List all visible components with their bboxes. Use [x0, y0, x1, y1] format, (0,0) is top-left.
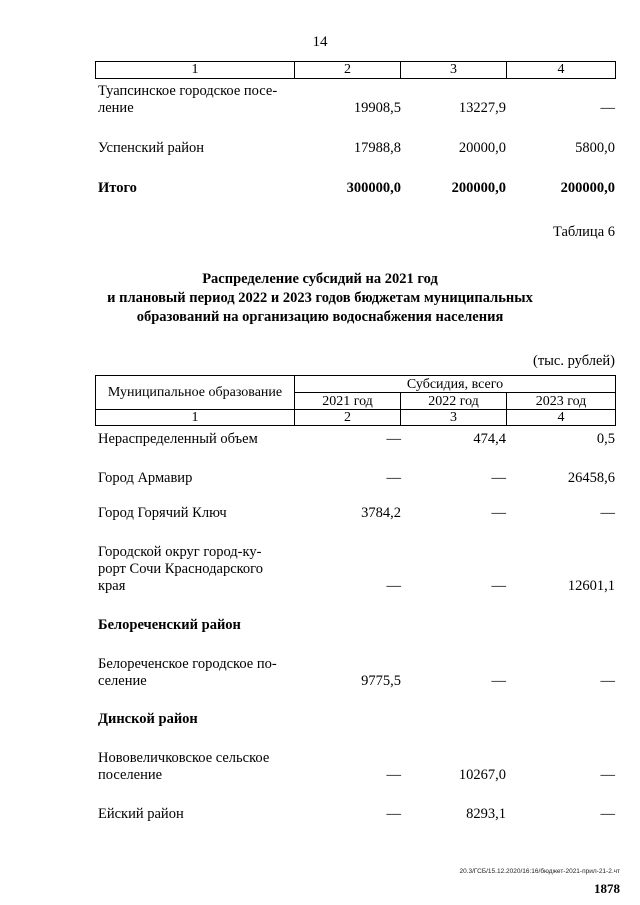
row-uspensky-name: Успенский район — [98, 140, 204, 156]
row-yeysk-2022: 8293,1 — [466, 806, 506, 822]
row-tuapse-2023: — — [600, 100, 615, 116]
title-line-1: Распределение субсидий на 2021 год — [202, 271, 438, 287]
row-belorechenskoe-2022: — — [491, 673, 506, 689]
row-tuapse-name-2: ление — [98, 100, 134, 116]
group-dinskoy: Динской район — [98, 711, 198, 727]
header-col-3: 3 — [401, 62, 507, 79]
row-armavir-2023: 26458,6 — [567, 470, 615, 486]
row-tuapse-name-1: Туапсинское городское посе- — [98, 83, 278, 99]
group-belorechensky: Белореченский район — [98, 617, 241, 633]
row-belorechenskoe-name-2: селение — [98, 673, 147, 689]
row-total-name: Итого — [98, 180, 137, 196]
row-total-2021: 300000,0 — [346, 180, 401, 196]
row-unallocated-2021: — — [386, 431, 401, 447]
row-sochi-2021: — — [386, 578, 401, 594]
num-col-1: 1 — [96, 410, 295, 426]
header-col-2: 2 — [295, 62, 401, 79]
row-sochi-name-1: Городской округ город-ку- — [98, 544, 262, 560]
row-sochi-name-3: края — [98, 578, 126, 594]
row-unallocated-2022: 474,4 — [473, 431, 506, 447]
row-sochi-2023: 12601,1 — [567, 578, 615, 594]
col-municipal-header: Муниципальное образование — [96, 376, 295, 410]
row-unallocated-name: Нераспределенный объем — [98, 431, 258, 447]
page-number: 14 — [312, 34, 328, 50]
main-table-header — [95, 375, 616, 426]
row-tuapse-2021: 19908,5 — [353, 100, 401, 116]
table-label: Таблица 6 — [552, 224, 615, 240]
row-novovelichkovskoe-2023: — — [600, 767, 615, 783]
col-subsidy-header: Субсидия, всего — [295, 376, 616, 393]
row-yeysk-2021: — — [386, 806, 401, 822]
row-belorechenskoe-name-1: Белореченское городское по- — [98, 656, 277, 672]
row-novovelichkovskoe-name-1: Нововеличковское сельское — [98, 750, 270, 766]
row-goryachiy-2022: — — [491, 505, 506, 521]
row-sochi-name-2: рорт Сочи Краснодарского — [98, 561, 264, 577]
title-line-3: образований на организацию водоснабжения населения — [136, 309, 504, 325]
top-table-header — [95, 61, 616, 79]
row-armavir-2022: — — [491, 470, 506, 486]
row-belorechenskoe-2021: 9775,5 — [361, 673, 401, 689]
row-uspensky-2022: 20000,0 — [458, 140, 506, 156]
row-armavir-name: Город Армавир — [98, 470, 193, 486]
num-col-2: 2 — [295, 410, 401, 426]
units-label: (тыс. рублей) — [533, 353, 615, 369]
row-tuapse-2022: 13227,9 — [458, 100, 506, 116]
year-2021-header: 2021 год — [295, 393, 401, 410]
header-col-4: 4 — [507, 62, 616, 79]
row-yeysk-name: Ейский район — [98, 806, 184, 822]
row-goryachiy-2021: 3784,2 — [361, 505, 401, 521]
title-line-2: и плановый период 2022 и 2023 годов бюджетам муниципальных — [107, 290, 533, 306]
num-col-3: 3 — [401, 410, 507, 426]
row-goryachiy-name: Город Горячий Ключ — [98, 505, 227, 521]
row-armavir-2021: — — [386, 470, 401, 486]
year-2023-header: 2023 год — [507, 393, 616, 410]
row-sochi-2022: — — [491, 578, 506, 594]
table-title — [0, 270, 640, 327]
row-total-2023: 200000,0 — [560, 180, 615, 196]
row-total-2022: 200000,0 — [451, 180, 506, 196]
row-novovelichkovskoe-2022: 10267,0 — [458, 767, 506, 783]
row-novovelichkovskoe-2021: — — [386, 767, 401, 783]
row-uspensky-2023: 5800,0 — [575, 140, 615, 156]
num-col-4: 4 — [507, 410, 616, 426]
row-goryachiy-2023: — — [600, 505, 615, 521]
row-novovelichkovskoe-name-2: поселение — [98, 767, 163, 783]
row-unallocated-2023: 0,5 — [596, 431, 615, 447]
row-yeysk-2023: — — [600, 806, 615, 822]
year-2022-header: 2022 год — [401, 393, 507, 410]
footer-sheet-number: 1878 — [594, 881, 620, 896]
footer-document-code: 20.3/ГСБ/15.12.2020/16:16/бюджет-2021-прил-21-2.чт — [459, 868, 620, 875]
row-uspensky-2021: 17988,8 — [353, 140, 401, 156]
row-belorechenskoe-2023: — — [600, 673, 615, 689]
header-col-1: 1 — [96, 62, 295, 79]
